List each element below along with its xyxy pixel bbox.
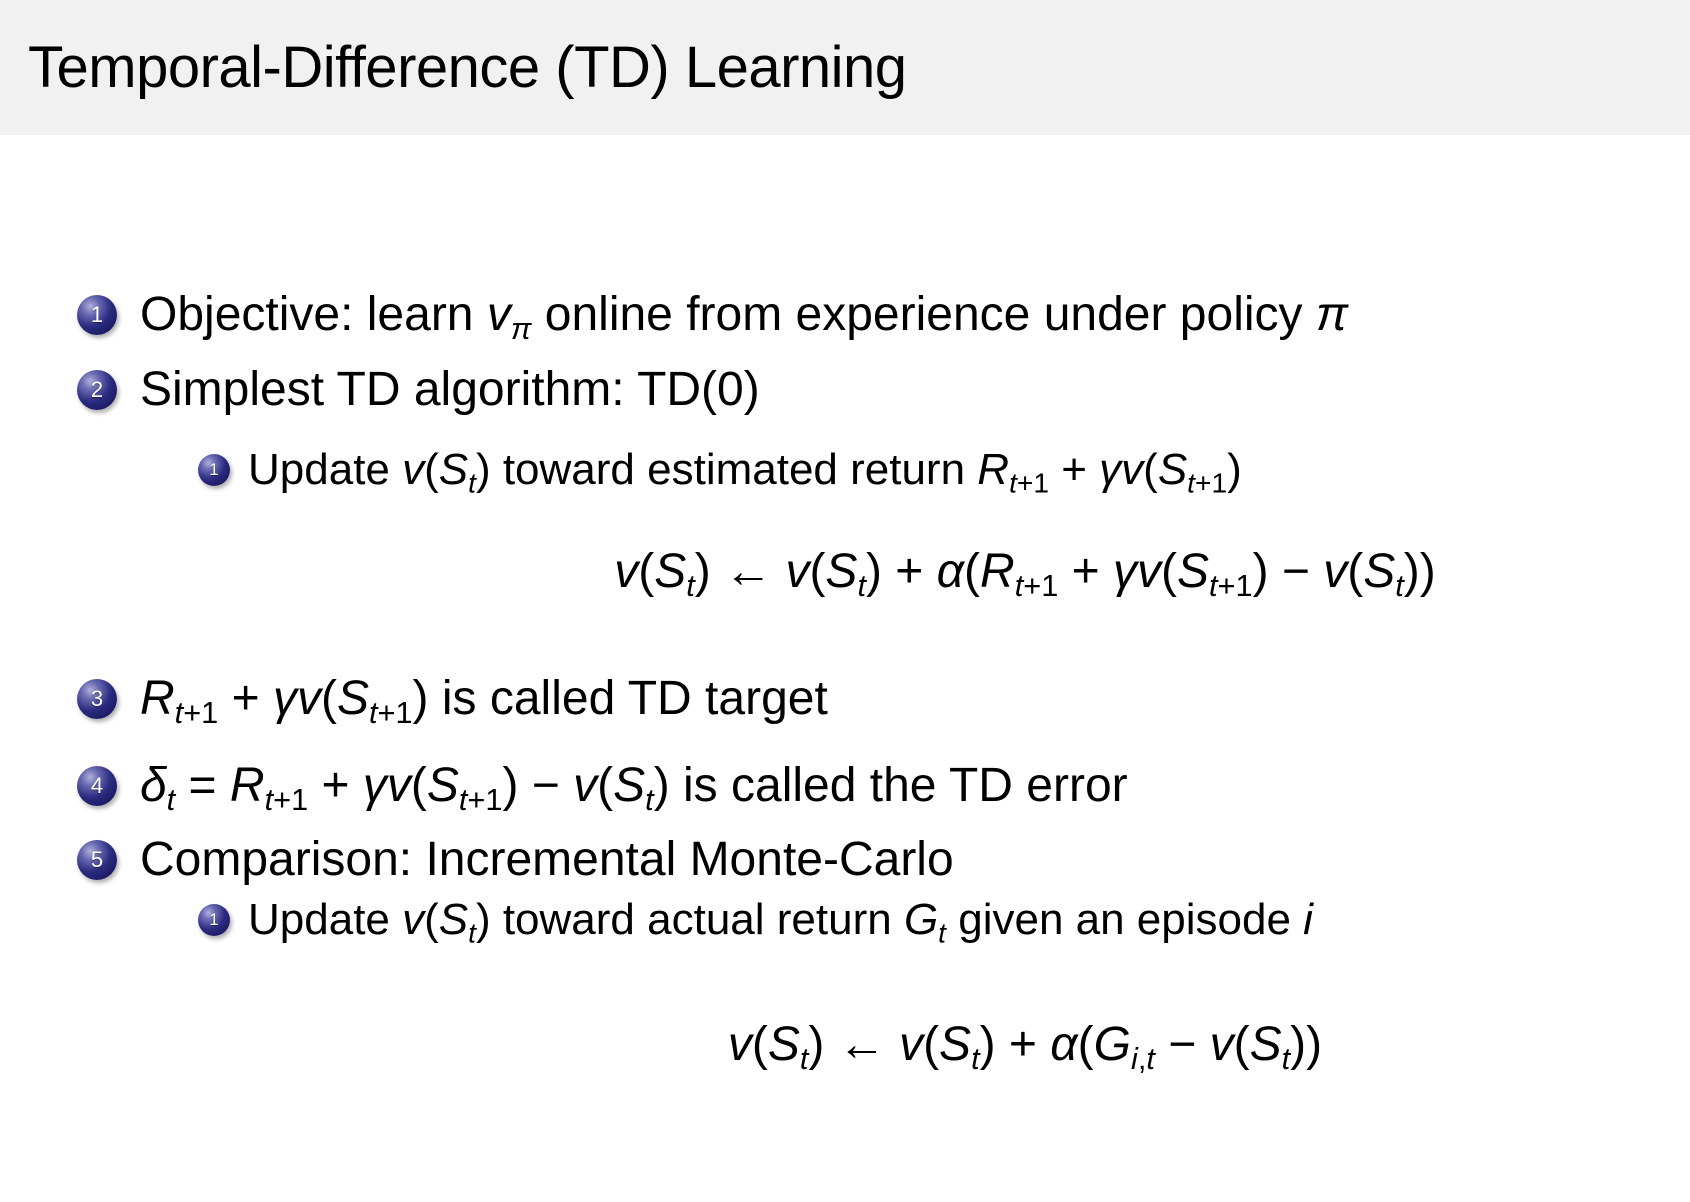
inline-math: $v(S_t)$ <box>402 895 491 949</box>
sub-list-item <box>0 894 1650 959</box>
inline-math: $R_{t+1} + \gamma v(S_{t+1})$ <box>977 445 1242 499</box>
item-text: Comparison: Incremental Monte-Carlo <box>140 833 954 886</box>
enumerate-ball: 1 <box>198 454 230 486</box>
enumerate-ball: 3 <box>77 679 117 719</box>
enumerate-ball: 5 <box>77 840 117 880</box>
inline-math: $R_{t+1} + \gamma v(S_{t+1})$ <box>140 672 429 731</box>
list-item <box>0 670 1650 742</box>
item-text: $R_{t+1} + \gamma v(S_{t+1})$ is called TD target <box>140 672 828 731</box>
page-title: Temporal-Difference (TD) Learning <box>28 34 907 100</box>
inline-math: $\delta_t = R_{t+1} + \gamma v(S_{t+1}) - v(S_t)$ <box>140 759 670 818</box>
enumerate-ball: 4 <box>77 766 117 806</box>
inline-math: π <box>1315 288 1349 341</box>
enumerate-ball: 1 <box>77 295 117 335</box>
equation-mc-update <box>360 1013 1690 1091</box>
enumerate-ball: 2 <box>77 370 117 410</box>
display-math: $v(S_t)$ ← $v(S_t) + \alpha(G_{i,t} - v(S_t))$ <box>727 1018 1323 1077</box>
display-math: $v(S_t)$ ← $v(S_t) + \alpha(R_{t+1} + \gamma v(S_{t+1}) - v(S_t))$ <box>614 545 1436 604</box>
item-text: Update $v(S_t)$ toward actual return $G_t$ given an episode i <box>248 895 1313 949</box>
slide-title-bar <box>0 0 1690 135</box>
item-text: Objective: learn $v_\pi$ online from experience under policy π <box>140 288 1349 347</box>
enumerate-ball: 1 <box>198 904 230 936</box>
item-text: Update $v(S_t)$ toward estimated return $R_{t+1} + \gamma v(S_{t+1})$ <box>248 445 1242 499</box>
list-item <box>0 757 1650 829</box>
list-item <box>0 286 1650 358</box>
sub-list-item <box>0 444 1650 509</box>
inline-math: i <box>1303 895 1313 944</box>
inline-math: $v_\pi$ <box>486 288 532 347</box>
inline-math: $G_t$ <box>903 895 946 949</box>
inline-math: $v(S_t)$ <box>402 445 491 499</box>
item-text: Simplest TD algorithm: TD(0) <box>140 363 760 416</box>
list-item <box>0 361 1650 419</box>
list-item <box>0 831 1650 889</box>
item-text: $\delta_t = R_{t+1} + \gamma v(S_{t+1}) - v(S_t)$ is called the TD error <box>140 759 1128 818</box>
equation-td-update <box>360 540 1690 618</box>
